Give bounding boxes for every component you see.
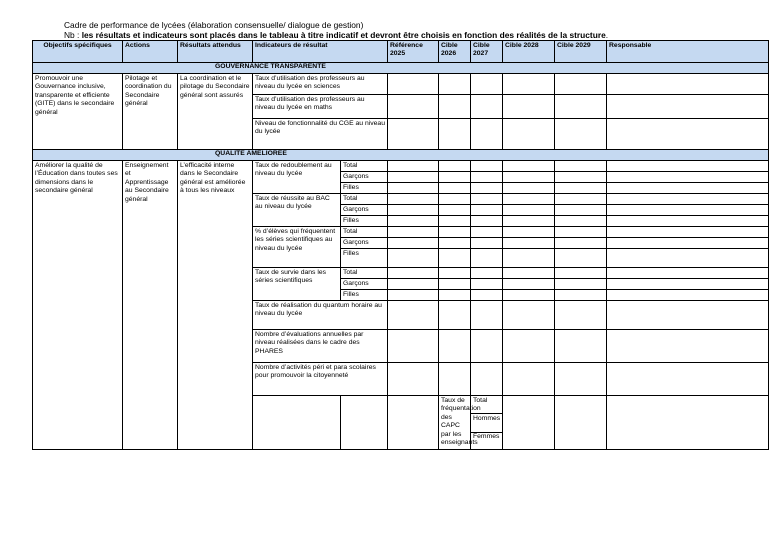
cell-empty[interactable] bbox=[555, 205, 607, 216]
table-row bbox=[33, 74, 769, 95]
cell-empty[interactable] bbox=[555, 194, 607, 205]
cell-empty[interactable] bbox=[388, 238, 439, 249]
cell-empty[interactable] bbox=[607, 95, 769, 119]
cell-empty[interactable] bbox=[471, 172, 503, 183]
cell-empty[interactable] bbox=[439, 268, 471, 279]
cell-empty[interactable] bbox=[503, 95, 555, 119]
cell-filles: Filles bbox=[341, 290, 388, 301]
cell-empty[interactable] bbox=[555, 396, 607, 450]
cell-empty[interactable] bbox=[439, 290, 471, 301]
cell-empty[interactable] bbox=[555, 330, 607, 363]
header-responsable: Responsable bbox=[607, 41, 769, 63]
cell-empty[interactable] bbox=[607, 194, 769, 205]
cell-empty[interactable] bbox=[555, 95, 607, 119]
cell-garcons: Garçons bbox=[341, 238, 388, 249]
cell-empty[interactable] bbox=[503, 205, 555, 216]
cell-empty[interactable] bbox=[471, 238, 503, 249]
cell-empty[interactable] bbox=[607, 290, 769, 301]
cell-empty[interactable] bbox=[388, 396, 439, 450]
cell-empty[interactable] bbox=[555, 74, 607, 95]
cell-empty[interactable] bbox=[555, 290, 607, 301]
cell-empty[interactable] bbox=[388, 161, 439, 172]
cell-empty[interactable] bbox=[607, 238, 769, 249]
cell-empty[interactable] bbox=[439, 227, 471, 238]
cell-empty[interactable] bbox=[439, 194, 471, 205]
cell-empty[interactable] bbox=[439, 249, 471, 268]
cell-empty[interactable] bbox=[607, 74, 769, 95]
header-cible-2026: Cible 2026 bbox=[439, 41, 471, 63]
cell-empty[interactable] bbox=[471, 363, 503, 396]
header-indicateurs: Indicateurs de résultat bbox=[253, 41, 388, 63]
cell-empty[interactable] bbox=[388, 249, 439, 268]
nb-prefix: Nb : bbox=[64, 30, 82, 40]
cell-total: Total bbox=[471, 396, 503, 414]
cell-empty[interactable] bbox=[439, 119, 471, 150]
cell-garcons: Garçons bbox=[341, 279, 388, 290]
cell-empty[interactable] bbox=[471, 290, 503, 301]
cell-empty[interactable] bbox=[439, 330, 471, 363]
cell-empty[interactable] bbox=[607, 227, 769, 238]
cell-objectif-gouvernance: Promouvoir une Gouvernance inclusive, transparente et efficiente (GITE) dans le secondaire général bbox=[33, 74, 123, 150]
cell-empty[interactable] bbox=[607, 161, 769, 172]
cell-empty[interactable] bbox=[388, 216, 439, 227]
cell-garcons: Garçons bbox=[341, 205, 388, 216]
cell-action-enseignement: Enseignement et Apprentissage au Secondaire général bbox=[123, 161, 178, 450]
cell-empty[interactable] bbox=[471, 183, 503, 194]
cell-empty[interactable] bbox=[471, 161, 503, 172]
cell-empty[interactable] bbox=[388, 194, 439, 205]
cell-empty[interactable] bbox=[555, 301, 607, 330]
cell-empty[interactable] bbox=[439, 95, 471, 119]
cell-empty[interactable] bbox=[607, 172, 769, 183]
cell-empty[interactable] bbox=[555, 172, 607, 183]
cell-empty[interactable] bbox=[503, 194, 555, 205]
cell-hommes: Hommes bbox=[471, 414, 503, 432]
cell-empty[interactable] bbox=[439, 172, 471, 183]
section-title-qualite: QUALITE AMELIOREE bbox=[215, 150, 287, 157]
cell-action-pilotage: Pilotage et coordination du Secondaire général bbox=[123, 74, 178, 150]
cell-empty[interactable] bbox=[503, 249, 555, 268]
cell-empty[interactable] bbox=[388, 74, 439, 95]
cell-empty[interactable] bbox=[439, 216, 471, 227]
header-resultats: Résultats attendus bbox=[178, 41, 253, 63]
cell-empty[interactable] bbox=[471, 74, 503, 95]
cell-empty[interactable] bbox=[607, 330, 769, 363]
cell-empty[interactable] bbox=[503, 119, 555, 150]
cell-empty[interactable] bbox=[388, 183, 439, 194]
cell-indicateur-quantum: Taux de réalisation du quantum horaire au niveau du lycée bbox=[253, 301, 388, 330]
intro-title: Cadre de performance de lycées (élaboration consensuelle/ dialogue de gestion) bbox=[64, 20, 364, 30]
cell-empty[interactable] bbox=[471, 301, 503, 330]
cell-femmes: Femmes bbox=[471, 432, 503, 449]
cell-garcons: Garçons bbox=[341, 172, 388, 183]
cell-empty[interactable] bbox=[607, 279, 769, 290]
header-reference: Référence 2025 bbox=[388, 41, 439, 63]
cell-resultat-efficacite: L’efficacité interne dans le Secondaire général est améliorée à tous les niveaux bbox=[178, 161, 253, 450]
cell-indicateur-evaluations: Nombre d’évaluations annuelles par niveau réalisées dans le cadre des PHARES bbox=[253, 330, 388, 363]
cell-empty[interactable] bbox=[471, 95, 503, 119]
cell-empty[interactable] bbox=[388, 227, 439, 238]
cell-empty[interactable] bbox=[471, 279, 503, 290]
cell-empty[interactable] bbox=[471, 194, 503, 205]
cell-empty[interactable] bbox=[471, 205, 503, 216]
cell-indicateur-reussite-bac: Taux de réussite au BAC au niveau du lycée bbox=[253, 194, 341, 227]
cell-empty[interactable] bbox=[503, 301, 555, 330]
cell-empty[interactable] bbox=[439, 301, 471, 330]
cell-empty[interactable] bbox=[555, 268, 607, 279]
cell-empty[interactable] bbox=[471, 216, 503, 227]
cell-empty[interactable] bbox=[555, 238, 607, 249]
cell-indicateur-maths: Taux d’utilisation des professeurs au niveau du lycée en maths bbox=[253, 95, 388, 119]
cell-empty[interactable] bbox=[503, 279, 555, 290]
cell-empty[interactable] bbox=[388, 290, 439, 301]
performance-table bbox=[32, 40, 769, 450]
cell-filles: Filles bbox=[341, 183, 388, 194]
intro-block bbox=[64, 20, 608, 40]
cell-empty[interactable] bbox=[555, 363, 607, 396]
cell-total: Total bbox=[341, 227, 388, 238]
table-row bbox=[33, 161, 769, 172]
cell-empty[interactable] bbox=[388, 205, 439, 216]
cell-empty[interactable] bbox=[555, 249, 607, 268]
cell-indicateur-capc: Taux de fréquentation des CAPC par les enseignants bbox=[439, 396, 471, 450]
cell-empty[interactable] bbox=[439, 74, 471, 95]
section-title-gouvernance: GOUVERNANCE TRANSPARENTE bbox=[215, 63, 326, 70]
cell-empty[interactable] bbox=[439, 238, 471, 249]
cell-empty[interactable] bbox=[388, 330, 439, 363]
cell-empty[interactable] bbox=[439, 279, 471, 290]
cell-empty[interactable] bbox=[388, 301, 439, 330]
cell-resultat-coordination: La coordination et le pilotage du Secondaire général sont assurés bbox=[178, 74, 253, 150]
cell-indicateur-cge: Niveau de fonctionnalité du CGE au niveau du lycée bbox=[253, 119, 388, 150]
cell-total: Total bbox=[341, 194, 388, 205]
cell-empty[interactable] bbox=[388, 95, 439, 119]
cell-empty[interactable] bbox=[607, 183, 769, 194]
cell-empty[interactable] bbox=[503, 363, 555, 396]
cell-empty[interactable] bbox=[503, 216, 555, 227]
cell-empty[interactable] bbox=[607, 396, 769, 450]
cell-empty[interactable] bbox=[341, 396, 388, 450]
cell-empty[interactable] bbox=[503, 227, 555, 238]
nb-bold-text: les résultats et indicateurs sont placés dans le tableau à titre indicatif et devront être choisis en fonction des réalités de la structure bbox=[81, 30, 606, 40]
cell-empty[interactable] bbox=[439, 205, 471, 216]
cell-filles: Filles bbox=[341, 249, 388, 268]
section-row-qualite bbox=[33, 150, 769, 161]
cell-empty[interactable] bbox=[388, 279, 439, 290]
cell-empty[interactable] bbox=[471, 268, 503, 279]
nb-end: . bbox=[605, 30, 609, 40]
cell-objectif-qualite: Améliorer la qualité de l’Éducation dans toutes ses dimensions dans le secondaire général bbox=[33, 161, 123, 450]
cell-empty[interactable] bbox=[388, 119, 439, 150]
cell-total: Total bbox=[341, 268, 388, 279]
cell-empty[interactable] bbox=[471, 249, 503, 268]
header-objectifs: Objectifs spécifiques bbox=[33, 41, 123, 63]
cell-empty[interactable] bbox=[607, 216, 769, 227]
cell-indicateur-sciences: Taux d’utilisation des professeurs au niveau du lycée en sciences bbox=[253, 74, 388, 95]
cell-indicateur-eleves-scientifiques: % d’élèves qui fréquentent les séries scientifiques au niveau du lycée bbox=[253, 227, 341, 268]
cell-empty[interactable] bbox=[471, 330, 503, 363]
cell-empty[interactable] bbox=[388, 363, 439, 396]
cell-empty[interactable] bbox=[555, 119, 607, 150]
header-actions: Actions bbox=[123, 41, 178, 63]
cell-empty[interactable] bbox=[503, 396, 555, 450]
cell-empty[interactable] bbox=[607, 363, 769, 396]
cell-empty[interactable] bbox=[503, 161, 555, 172]
cell-empty[interactable] bbox=[607, 249, 769, 268]
header-cible-2028: Cible 2028 bbox=[503, 41, 555, 63]
cell-empty[interactable] bbox=[503, 74, 555, 95]
header-cible-2029: Cible 2029 bbox=[555, 41, 607, 63]
cell-empty[interactable] bbox=[388, 268, 439, 279]
cell-empty[interactable] bbox=[555, 161, 607, 172]
cell-empty[interactable] bbox=[439, 161, 471, 172]
cell-filles: Filles bbox=[341, 216, 388, 227]
cell-empty[interactable] bbox=[253, 396, 341, 450]
header-row bbox=[33, 41, 769, 63]
cell-empty[interactable] bbox=[607, 205, 769, 216]
cell-empty[interactable] bbox=[503, 183, 555, 194]
cell-empty[interactable] bbox=[607, 268, 769, 279]
cell-total: Total bbox=[341, 161, 388, 172]
cell-empty[interactable] bbox=[503, 238, 555, 249]
header-cible-2027: Cible 2027 bbox=[471, 41, 503, 63]
cell-empty[interactable] bbox=[555, 227, 607, 238]
intro-note bbox=[64, 30, 608, 40]
cell-empty[interactable] bbox=[439, 183, 471, 194]
cell-empty[interactable] bbox=[388, 172, 439, 183]
cell-empty[interactable] bbox=[555, 279, 607, 290]
cell-empty[interactable] bbox=[503, 330, 555, 363]
cell-empty[interactable] bbox=[555, 216, 607, 227]
cell-empty[interactable] bbox=[503, 268, 555, 279]
cell-empty[interactable] bbox=[471, 227, 503, 238]
cell-empty[interactable] bbox=[503, 290, 555, 301]
cell-empty[interactable] bbox=[607, 301, 769, 330]
cell-indicateur-activites: Nombre d’activités péri et para scolaires pour promouvoir la citoyenneté bbox=[253, 363, 388, 396]
cell-empty[interactable] bbox=[555, 183, 607, 194]
cell-indicateur-redoublement: Taux de redoublement au niveau du lycée bbox=[253, 161, 341, 194]
cell-indicateur-survie: Taux de survie dans les séries scientifiques bbox=[253, 268, 341, 301]
cell-empty[interactable] bbox=[439, 363, 471, 396]
cell-empty[interactable] bbox=[471, 119, 503, 150]
cell-empty[interactable] bbox=[503, 172, 555, 183]
section-row-gouvernance bbox=[33, 63, 769, 74]
cell-empty[interactable] bbox=[607, 119, 769, 150]
